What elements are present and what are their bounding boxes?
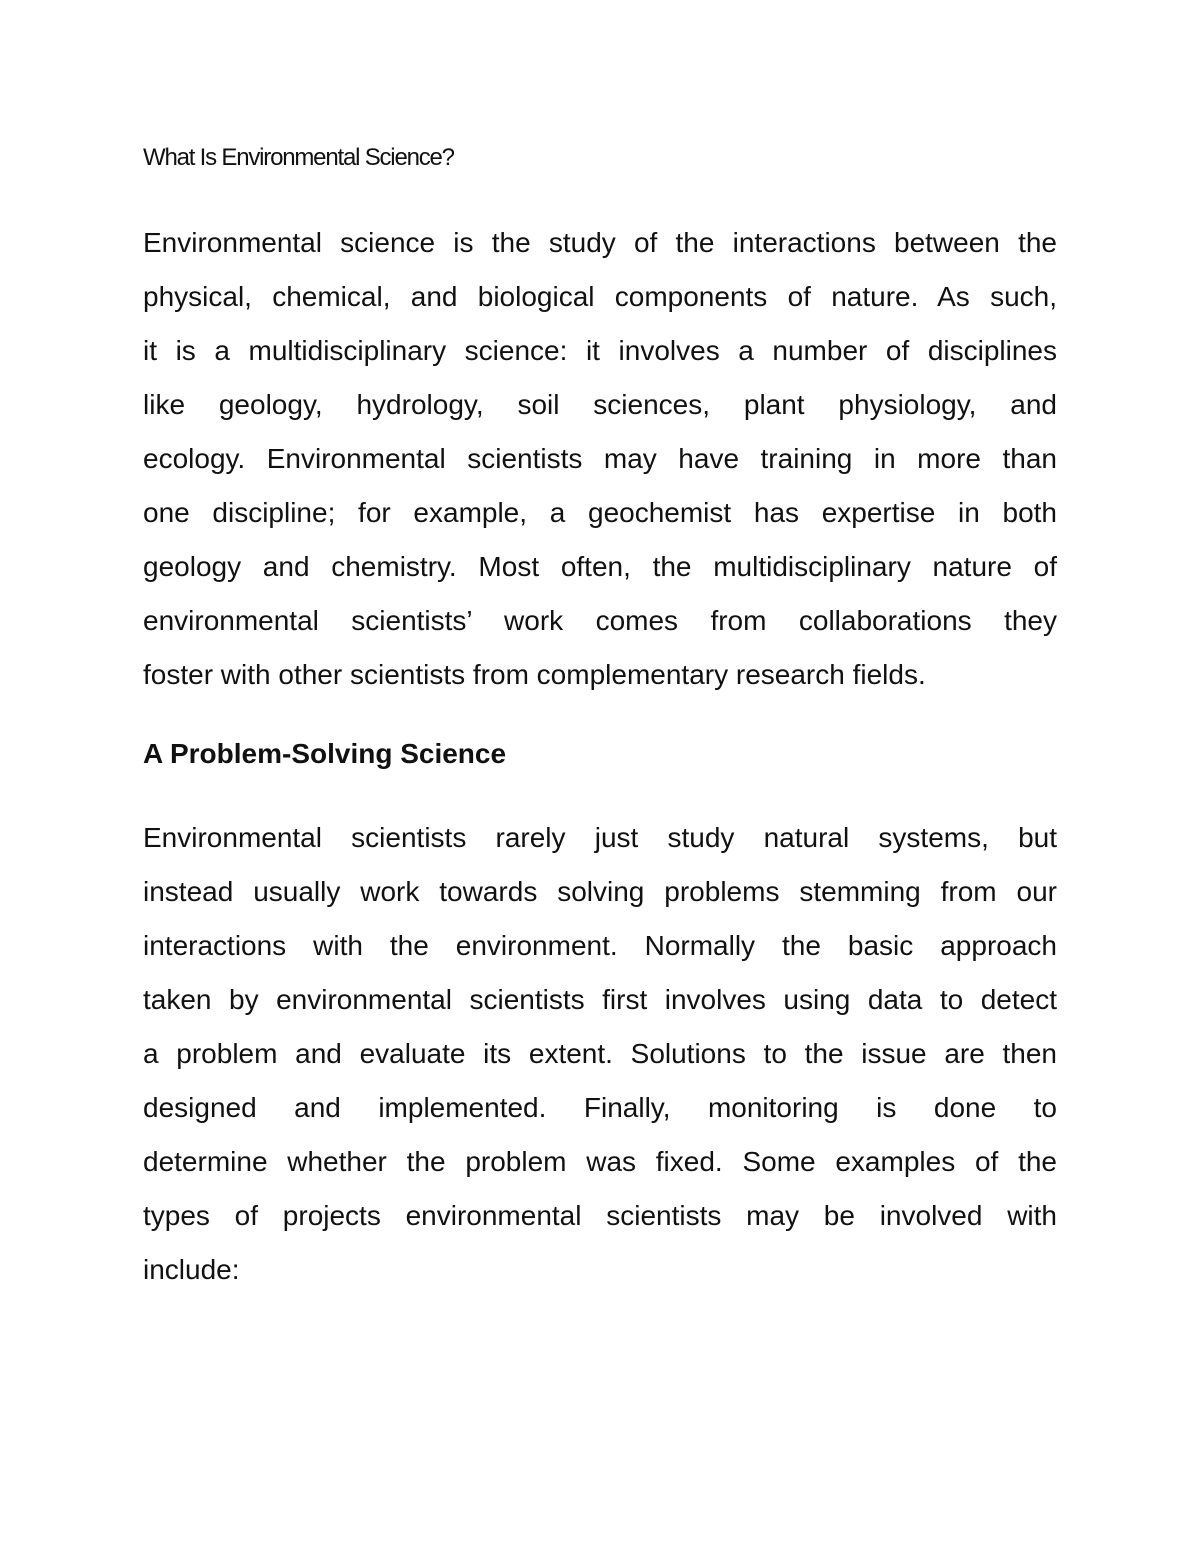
text-line: one discipline; for example, a geochemist has expertise in both [143,497,1057,528]
text-line: include: [143,1254,240,1285]
text-line: environmental scientists’ work comes from collaborations they [143,605,1057,636]
text-line: foster with other scientists from complementary research fields. [143,659,926,690]
text-line: types of projects environmental scientists may be involved with [143,1200,1057,1231]
text-line: designed and implemented. Finally, monitoring is done to [143,1092,1057,1123]
text-line: instead usually work towards solving problems stemming from our [143,876,1057,907]
text-line: interactions with the environment. Normally the basic approach [143,930,1057,961]
text-line: determine whether the problem was fixed. Some examples of the [143,1146,1057,1177]
paragraph-introduction [143,216,1057,702]
text-line: a problem and evaluate its extent. Solutions to the issue are then [143,1038,1057,1069]
text-line: it is a multidisciplinary science: it involves a number of disciplines [143,335,1057,366]
section-heading: A Problem-Solving Science [143,738,507,769]
text-line: Environmental scientists rarely just study natural systems, but [143,822,1057,853]
paragraph-problem-solving [143,811,1057,1297]
text-line: physical, chemical, and biological components of nature. As such, [143,281,1057,312]
text-line: taken by environmental scientists first involves using data to detect [143,984,1057,1015]
text-line: like geology, hydrology, soil sciences, plant physiology, and [143,389,1057,420]
text-line: ecology. Environmental scientists may have training in more than [143,443,1057,474]
document-title: What Is Environmental Science? [143,144,454,171]
text-line: Environmental science is the study of the interactions between the [143,227,1057,258]
text-line: geology and chemistry. Most often, the multidisciplinary nature of [143,551,1057,582]
